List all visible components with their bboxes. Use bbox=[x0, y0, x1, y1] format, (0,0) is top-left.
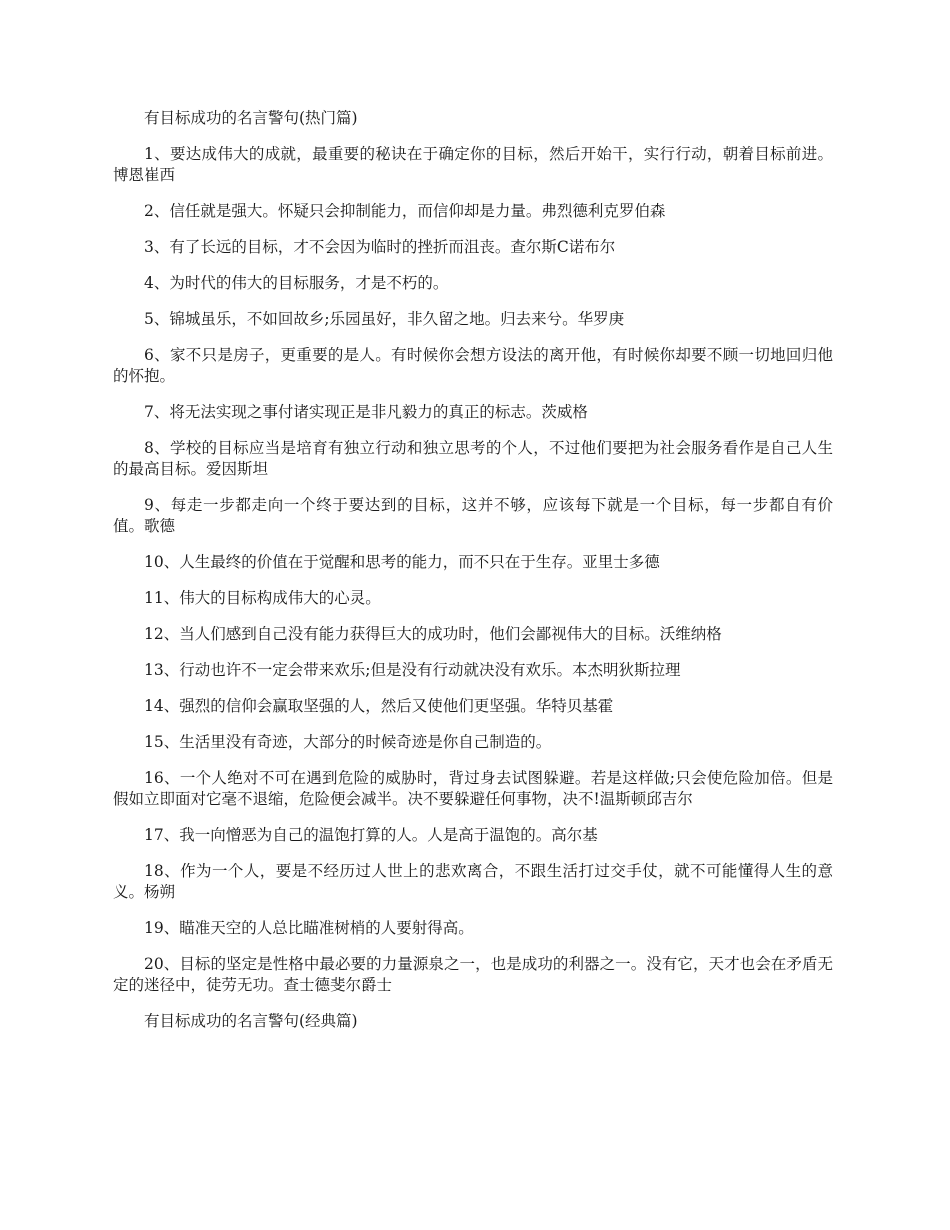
quote-item: 2、信任就是强大。怀疑只会抑制能力，而信仰却是力量。弗烈德利克罗伯森 bbox=[144, 202, 666, 220]
quote-item: 9、每走一步都走向一个终于要达到的目标，这并不够，应该每下就是一个目标，每一步都自有价值。歌德 bbox=[113, 496, 833, 535]
quote-item: 3、有了长远的目标，才不会因为临时的挫折而沮丧。查尔斯C诺布尔 bbox=[144, 238, 616, 256]
quote-item: 5、锦城虽乐，不如回故乡;乐园虽好，非久留之地。归去来兮。华罗庚 bbox=[144, 310, 625, 328]
quote-item: 17、我一向憎恶为自己的温饱打算的人。人是高于温饱的。高尔基 bbox=[144, 826, 598, 844]
quote-item: 16、一个人绝对不可在遇到危险的威胁时，背过身去试图躲避。若是这样做;只会使危险加倍。但是假如立即面对它毫不退缩，危险便会减半。决不要躲避任何事物，决不!温斯顿邱吉尔 bbox=[113, 769, 833, 808]
quote-item: 1、要达成伟大的成就，最重要的秘诀在于确定你的目标，然后开始干，实行行动，朝着目标前进。博恩崔西 bbox=[113, 145, 833, 184]
quote-item: 18、作为一个人，要是不经历过人世上的悲欢离合，不跟生活打过交手仗，就不可能懂得人生的意义。杨朔 bbox=[113, 862, 833, 901]
section-heading-classic: 有目标成功的名言警句(经典篇) bbox=[144, 1012, 358, 1030]
quote-item: 11、伟大的目标构成伟大的心灵。 bbox=[144, 589, 381, 607]
quote-item: 20、目标的坚定是性格中最必要的力量源泉之一，也是成功的利器之一。没有它，天才也会在矛盾无定的迷径中，徒劳无功。查士德斐尔爵士 bbox=[113, 955, 833, 994]
quote-item: 12、当人们感到自己没有能力获得巨大的成功时，他们会鄙视伟大的目标。沃维纳格 bbox=[144, 625, 722, 643]
quote-item: 15、生活里没有奇迹，大部分的时候奇迹是你自己制造的。 bbox=[144, 733, 552, 751]
quote-item: 14、强烈的信仰会赢取坚强的人，然后又使他们更坚强。华特贝基霍 bbox=[144, 697, 614, 715]
quote-item: 4、为时代的伟大的目标服务，才是不朽的。 bbox=[144, 274, 449, 292]
quote-item: 8、学校的目标应当是培育有独立行动和独立思考的个人，不过他们要把为社会服务看作是自己人生的最高目标。爱因斯坦 bbox=[113, 439, 833, 478]
section-heading-popular: 有目标成功的名言警句(热门篇) bbox=[144, 109, 358, 127]
quote-item: 6、家不只是房子，更重要的是人。有时候你会想方设法的离开他，有时候你却要不顾一切地回归他的怀抱。 bbox=[113, 346, 833, 385]
quote-item: 10、人生最终的价值在于觉醒和思考的能力，而不只在于生存。亚里士多德 bbox=[144, 553, 660, 571]
document-page bbox=[113, 108, 833, 1047]
quote-item: 19、瞄准天空的人总比瞄准树梢的人要射得高。 bbox=[144, 919, 474, 937]
quote-item: 13、行动也许不一定会带来欢乐;但是没有行动就决没有欢乐。本杰明狄斯拉理 bbox=[144, 661, 681, 679]
quote-item: 7、将无法实现之事付诸实现正是非凡毅力的真正的标志。茨威格 bbox=[144, 403, 588, 421]
